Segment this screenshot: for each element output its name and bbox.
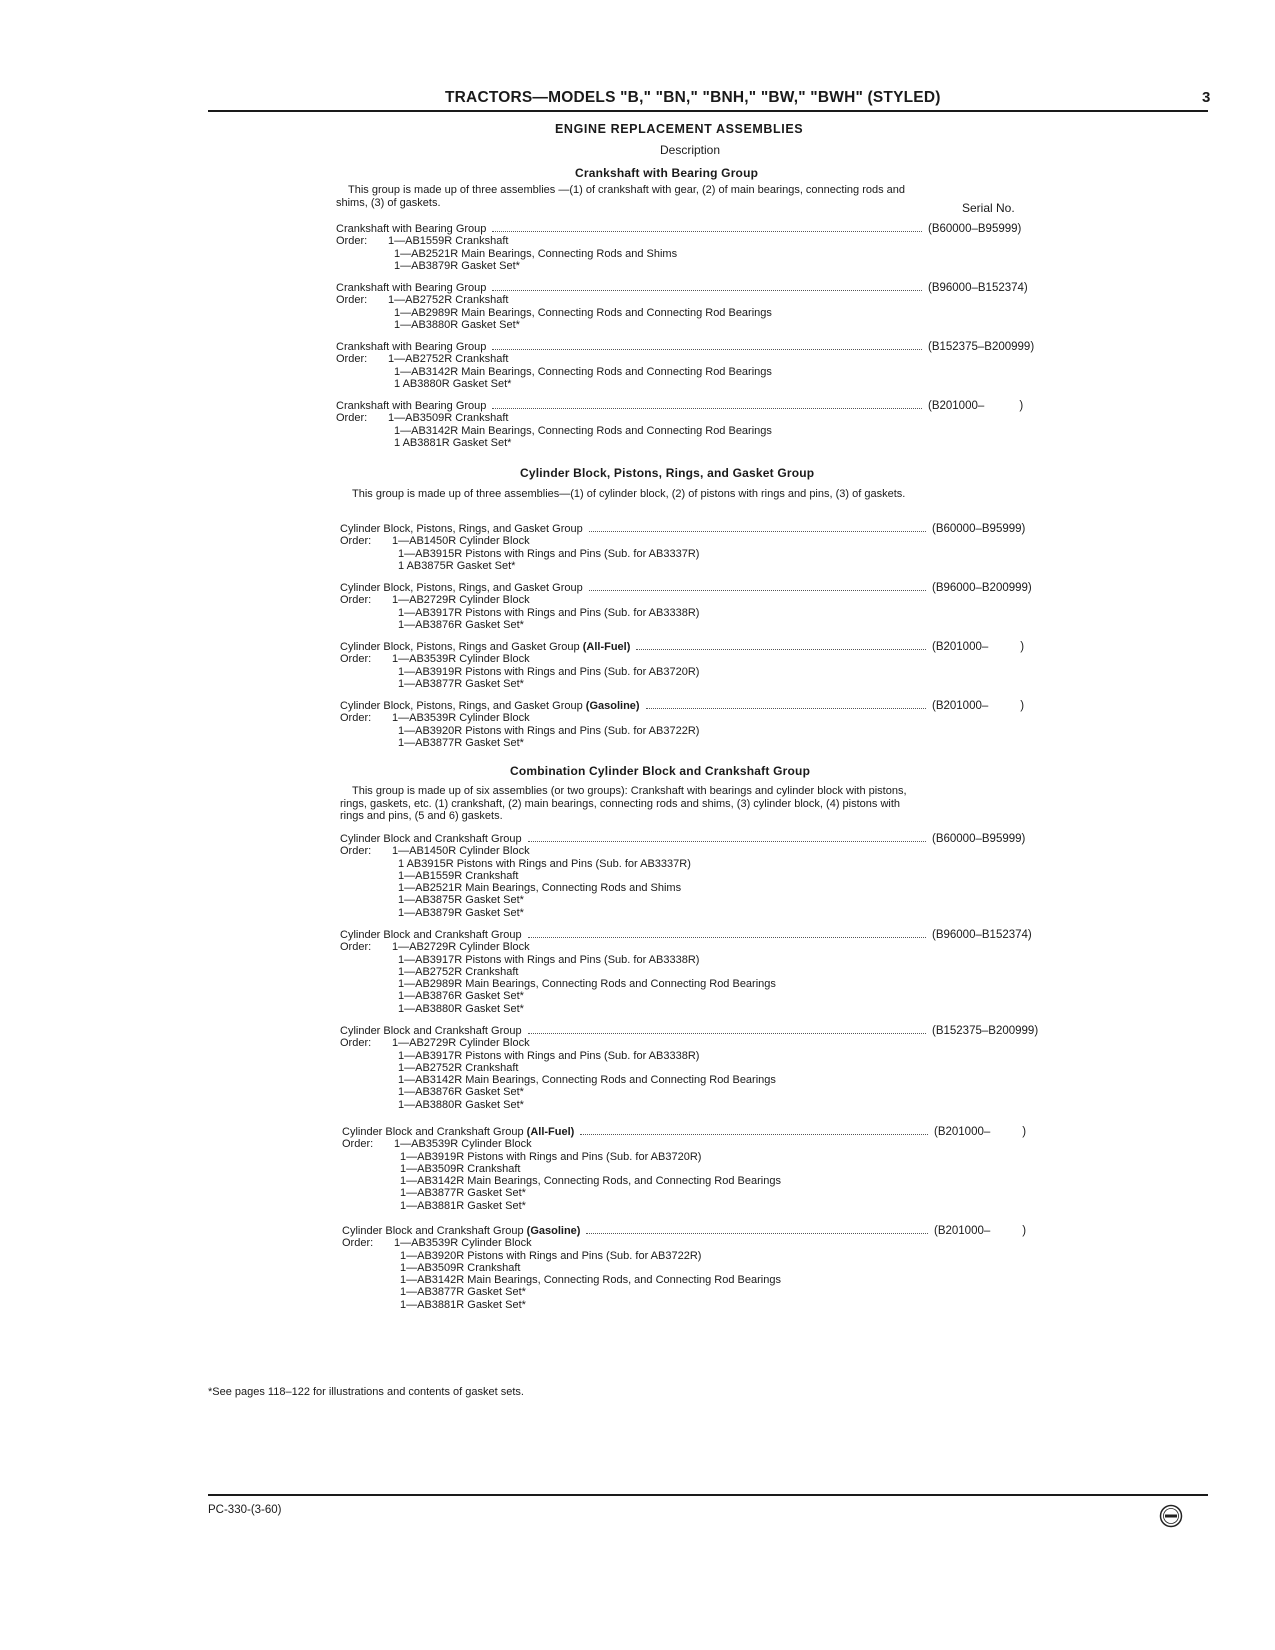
part-line: 1—AB1559R Crankshaft bbox=[388, 235, 509, 248]
order-row bbox=[340, 712, 1060, 749]
form-number: PC-330-(3-60) bbox=[208, 1504, 282, 1516]
part-line: 1—AB3539R Cylinder Block bbox=[394, 1237, 532, 1250]
entry-name bbox=[336, 223, 486, 235]
entry-heading bbox=[340, 522, 1060, 535]
order-label: Order: bbox=[336, 412, 368, 425]
assembly-entry bbox=[342, 1125, 1062, 1212]
part-line: 1—AB3919R Pistons with Rings and Pins (Sub. for AB3720R) bbox=[400, 1150, 702, 1163]
assembly-entry bbox=[336, 399, 1056, 449]
dot-leader bbox=[528, 832, 926, 842]
order-label: Order: bbox=[340, 712, 372, 725]
order-label: Order: bbox=[340, 941, 372, 954]
entry-name-text: Cylinder Block and Crankshaft Group bbox=[342, 1126, 524, 1138]
assembly-entry bbox=[336, 222, 1056, 272]
dot-leader bbox=[589, 581, 926, 591]
serial-range: (B96000–B200999) bbox=[932, 582, 1032, 594]
dot-leader bbox=[646, 699, 926, 709]
section-title: Cylinder Block, Pistons, Rings, and Gasket Group bbox=[520, 466, 815, 480]
order-label: Order: bbox=[340, 594, 372, 607]
entry-heading bbox=[342, 1224, 1062, 1237]
part-line: 1—AB2521R Main Bearings, Connecting Rods and Shims bbox=[398, 882, 682, 895]
entry-fuel-qualifier: (All-Fuel) bbox=[582, 641, 631, 653]
assembly-entry bbox=[336, 281, 1056, 331]
part-line: 1—AB3877R Gasket Set* bbox=[398, 677, 524, 690]
entry-name bbox=[342, 1225, 580, 1237]
serial-range: (B152375–B200999) bbox=[928, 341, 1035, 353]
part-line: 1—AB3509R Crankshaft bbox=[400, 1261, 521, 1274]
part-line: 1—AB2521R Main Bearings, Connecting Rods and Shims bbox=[394, 247, 678, 260]
serial-range: (B201000– ) bbox=[932, 641, 1025, 653]
entry-fuel-qualifier: (Gasoline) bbox=[526, 1225, 581, 1237]
order-row bbox=[342, 1237, 1062, 1311]
parts-list bbox=[392, 845, 1060, 919]
serial-range: (B60000–B95999) bbox=[932, 523, 1026, 535]
part-line: 1—AB2729R Cylinder Block bbox=[392, 594, 530, 607]
part-line: 1—AB3142R Main Bearings, Connecting Rods, and Connecting Rod Bearings bbox=[400, 1274, 781, 1287]
part-line: 1—AB3142R Main Bearings, Connecting Rods and Connecting Rod Bearings bbox=[394, 424, 772, 437]
entry-name-text: Cylinder Block, Pistons, Rings, and Gasket Group bbox=[340, 523, 583, 535]
parts-list bbox=[392, 535, 1060, 572]
entry-name-text: Crankshaft with Bearing Group bbox=[336, 223, 487, 235]
part-line: 1—AB3879R Gasket Set* bbox=[394, 259, 520, 272]
parts-list bbox=[388, 353, 1056, 390]
entry-heading bbox=[342, 1125, 1062, 1138]
part-line: 1—AB3917R Pistons with Rings and Pins (Sub. for AB3338R) bbox=[398, 953, 700, 966]
parts-list bbox=[388, 412, 1056, 449]
part-line: 1—AB3915R Pistons with Rings and Pins (Sub. for AB3337R) bbox=[398, 547, 700, 560]
part-line: 1—AB2729R Cylinder Block bbox=[392, 1037, 530, 1050]
part-line: 1 AB3881R Gasket Set* bbox=[394, 436, 512, 449]
entry-name bbox=[340, 700, 640, 712]
parts-list bbox=[392, 941, 1060, 1015]
entry-name bbox=[340, 1025, 522, 1037]
part-line: 1—AB3881R Gasket Set* bbox=[400, 1298, 526, 1311]
entry-name bbox=[340, 833, 522, 845]
part-line: 1—AB2752R Crankshaft bbox=[398, 965, 519, 978]
entry-name bbox=[340, 582, 583, 594]
entry-name-text: Crankshaft with Bearing Group bbox=[336, 282, 487, 294]
part-line: 1—AB3880R Gasket Set* bbox=[398, 1002, 524, 1015]
part-line: 1 AB3880R Gasket Set* bbox=[394, 377, 512, 390]
dot-leader bbox=[580, 1125, 928, 1135]
part-line: 1—AB3539R Cylinder Block bbox=[392, 653, 530, 666]
entry-heading bbox=[340, 640, 1060, 653]
part-line: 1—AB3509R Crankshaft bbox=[388, 412, 509, 425]
dot-leader bbox=[492, 399, 922, 409]
part-line: 1—AB3877R Gasket Set* bbox=[398, 736, 524, 749]
part-line: 1—AB3876R Gasket Set* bbox=[398, 990, 524, 1003]
assembly-entry bbox=[340, 699, 1060, 749]
dot-leader bbox=[492, 281, 922, 291]
serial-range: (B96000–B152374) bbox=[932, 929, 1032, 941]
entry-heading bbox=[340, 1024, 1060, 1037]
section-title: Combination Cylinder Block and Crankshaft Group bbox=[510, 764, 811, 778]
part-line: 1—AB3875R Gasket Set* bbox=[398, 894, 524, 907]
part-line: 1—AB3920R Pistons with Rings and Pins (Sub. for AB3722R) bbox=[398, 724, 700, 737]
serial-range: (B152375–B200999) bbox=[932, 1025, 1039, 1037]
serial-range: (B201000– ) bbox=[934, 1225, 1027, 1237]
part-line: 1—AB1559R Crankshaft bbox=[398, 869, 519, 882]
part-line: 1—AB2752R Crankshaft bbox=[388, 353, 509, 366]
main-title: ENGINE REPLACEMENT ASSEMBLIES bbox=[555, 122, 804, 136]
part-line: 1—AB3876R Gasket Set* bbox=[398, 1086, 524, 1099]
entry-heading bbox=[340, 928, 1060, 941]
order-row bbox=[340, 535, 1060, 572]
part-line: 1—AB1450R Cylinder Block bbox=[392, 535, 530, 548]
entry-heading bbox=[340, 581, 1060, 594]
assembly-entry bbox=[340, 832, 1060, 919]
part-line: 1—AB3142R Main Bearings, Connecting Rods and Connecting Rod Bearings bbox=[398, 1074, 776, 1087]
part-line: 1—AB3539R Cylinder Block bbox=[394, 1138, 532, 1151]
entry-name-text: Cylinder Block and Crankshaft Group bbox=[340, 1025, 522, 1037]
dot-leader bbox=[492, 222, 922, 232]
part-line: 1—AB3917R Pistons with Rings and Pins (Sub. for AB3338R) bbox=[398, 606, 700, 619]
part-line: 1—AB2989R Main Bearings, Connecting Rods and Connecting Rod Bearings bbox=[394, 306, 772, 319]
assembly-entry bbox=[340, 522, 1060, 572]
page-header-title: TRACTORS—MODELS "B," "BN," "BNH," "BW," "BWH" (STYLED) bbox=[445, 89, 941, 106]
serial-range: (B60000–B95999) bbox=[928, 223, 1022, 235]
dot-leader bbox=[636, 640, 926, 650]
order-row bbox=[336, 412, 1056, 449]
entry-name bbox=[340, 523, 583, 535]
order-label: Order: bbox=[340, 535, 372, 548]
assembly-entry bbox=[340, 640, 1060, 690]
order-row bbox=[340, 941, 1060, 1015]
section-intro: This group is made up of three assemblies—(1) of cylinder block, (2) of pistons with rings and pins, (3) of gaskets. bbox=[352, 488, 906, 500]
part-line: 1—AB3919R Pistons with Rings and Pins (Sub. for AB3720R) bbox=[398, 665, 700, 678]
entry-heading bbox=[336, 222, 1056, 235]
part-line: 1—AB3920R Pistons with Rings and Pins (Sub. for AB3722R) bbox=[400, 1249, 702, 1262]
entry-name-text: Crankshaft with Bearing Group bbox=[336, 400, 487, 412]
union-label-logo bbox=[1159, 1504, 1183, 1528]
parts-list bbox=[388, 294, 1056, 331]
gasket-footnote: *See pages 118–122 for illustrations and contents of gasket sets. bbox=[208, 1386, 524, 1398]
serial-range: (B201000– ) bbox=[928, 400, 1024, 412]
assembly-entry bbox=[340, 1024, 1060, 1111]
serial-number-header: Serial No. bbox=[962, 201, 1015, 215]
part-line: 1—AB3142R Main Bearings, Connecting Rods, and Connecting Rod Bearings bbox=[400, 1175, 781, 1188]
part-line: 1 AB3915R Pistons with Rings and Pins (Sub. for AB3337R) bbox=[398, 857, 691, 870]
parts-list bbox=[392, 594, 1060, 631]
assembly-entry bbox=[336, 340, 1056, 390]
entry-fuel-qualifier: (All-Fuel) bbox=[526, 1126, 575, 1138]
order-row bbox=[336, 353, 1056, 390]
part-line: 1—AB3539R Cylinder Block bbox=[392, 712, 530, 725]
order-label: Order: bbox=[340, 845, 372, 858]
parts-list bbox=[392, 653, 1060, 690]
assembly-entry bbox=[340, 581, 1060, 631]
parts-list bbox=[392, 1037, 1060, 1111]
part-line: 1—AB3509R Crankshaft bbox=[400, 1162, 521, 1175]
serial-range: (B201000– ) bbox=[934, 1126, 1027, 1138]
entry-name-text: Cylinder Block and Crankshaft Group bbox=[342, 1225, 524, 1237]
order-row bbox=[340, 594, 1060, 631]
dot-leader bbox=[528, 1024, 926, 1034]
description-label: Description bbox=[660, 143, 721, 157]
entry-fuel-qualifier: (Gasoline) bbox=[585, 700, 640, 712]
order-label: Order: bbox=[340, 1037, 372, 1050]
dot-leader bbox=[492, 340, 922, 350]
order-label: Order: bbox=[342, 1138, 374, 1151]
serial-range: (B60000–B95999) bbox=[932, 833, 1026, 845]
entry-heading bbox=[336, 399, 1056, 412]
order-label: Order: bbox=[336, 235, 368, 248]
footer-rule bbox=[208, 1494, 1208, 1496]
order-row bbox=[336, 294, 1056, 331]
entry-name-text: Cylinder Block, Pistons, Rings, and Gasket Group bbox=[340, 700, 583, 712]
part-line: 1—AB1450R Cylinder Block bbox=[392, 845, 530, 858]
order-row bbox=[342, 1138, 1062, 1212]
parts-list bbox=[394, 1237, 1062, 1311]
serial-range: (B96000–B152374) bbox=[928, 282, 1028, 294]
entry-name bbox=[340, 929, 522, 941]
entry-name-text: Crankshaft with Bearing Group bbox=[336, 341, 487, 353]
dot-leader bbox=[586, 1224, 928, 1234]
order-row bbox=[340, 845, 1060, 919]
parts-list bbox=[388, 235, 1056, 272]
part-line: 1—AB3879R Gasket Set* bbox=[398, 906, 524, 919]
part-line: 1—AB3880R Gasket Set* bbox=[394, 318, 520, 331]
part-line: 1—AB2752R Crankshaft bbox=[388, 294, 509, 307]
order-row bbox=[340, 653, 1060, 690]
section-intro: This group is made up of three assemblies —(1) of crankshaft with gear, (2) of main bearings, connecting rods and shims, (3) of gaskets. bbox=[336, 184, 906, 209]
entry-heading bbox=[340, 832, 1060, 845]
entry-heading bbox=[336, 281, 1056, 294]
part-line: 1—AB3880R Gasket Set* bbox=[398, 1098, 524, 1111]
entry-name-text: Cylinder Block and Crankshaft Group bbox=[340, 929, 522, 941]
order-label: Order: bbox=[340, 653, 372, 666]
part-line: 1 AB3875R Gasket Set* bbox=[398, 559, 516, 572]
part-line: 1—AB3917R Pistons with Rings and Pins (Sub. for AB3338R) bbox=[398, 1049, 700, 1062]
parts-list bbox=[394, 1138, 1062, 1212]
section-title: Crankshaft with Bearing Group bbox=[575, 166, 759, 180]
order-label: Order: bbox=[342, 1237, 374, 1250]
parts-list bbox=[392, 712, 1060, 749]
part-line: 1—AB3142R Main Bearings, Connecting Rods and Connecting Rod Bearings bbox=[394, 365, 772, 378]
entry-name-text: Cylinder Block, Pistons, Rings, and Gasket Group bbox=[340, 582, 583, 594]
part-line: 1—AB3877R Gasket Set* bbox=[400, 1187, 526, 1200]
header-rule bbox=[208, 110, 1208, 112]
order-label: Order: bbox=[336, 353, 368, 366]
order-label: Order: bbox=[336, 294, 368, 307]
part-line: 1—AB2989R Main Bearings, Connecting Rods and Connecting Rod Bearings bbox=[398, 978, 776, 991]
entry-name bbox=[340, 641, 630, 653]
entry-heading bbox=[340, 699, 1060, 712]
entry-heading bbox=[336, 340, 1056, 353]
part-line: 1—AB2729R Cylinder Block bbox=[392, 941, 530, 954]
part-line: 1—AB3876R Gasket Set* bbox=[398, 618, 524, 631]
page-number: 3 bbox=[1202, 89, 1211, 106]
entry-name bbox=[336, 282, 486, 294]
dot-leader bbox=[528, 928, 926, 938]
entry-name bbox=[342, 1126, 574, 1138]
part-line: 1—AB3881R Gasket Set* bbox=[400, 1199, 526, 1212]
assembly-entry bbox=[342, 1224, 1062, 1311]
serial-range: (B201000– ) bbox=[932, 700, 1025, 712]
part-line: 1—AB3877R Gasket Set* bbox=[400, 1286, 526, 1299]
part-line: 1—AB2752R Crankshaft bbox=[398, 1061, 519, 1074]
dot-leader bbox=[589, 522, 926, 532]
entry-name bbox=[336, 400, 486, 412]
order-row bbox=[336, 235, 1056, 272]
section-intro: This group is made up of six assemblies (or two groups): Crankshaft with bearings and cylinder block with pistons, rings, gaskets, etc. (1) crankshaft, (2) main bearings, connecting rods and shims, (3) cylinder block, (4) pistons with rings and pins, (5 and 6) gaskets. bbox=[340, 785, 907, 822]
entry-name-text: Cylinder Block and Crankshaft Group bbox=[340, 833, 522, 845]
entry-name-text: Cylinder Block, Pistons, Rings and Gasket Group bbox=[340, 641, 580, 653]
assembly-entry bbox=[340, 928, 1060, 1015]
order-row bbox=[340, 1037, 1060, 1111]
entry-name bbox=[336, 341, 486, 353]
